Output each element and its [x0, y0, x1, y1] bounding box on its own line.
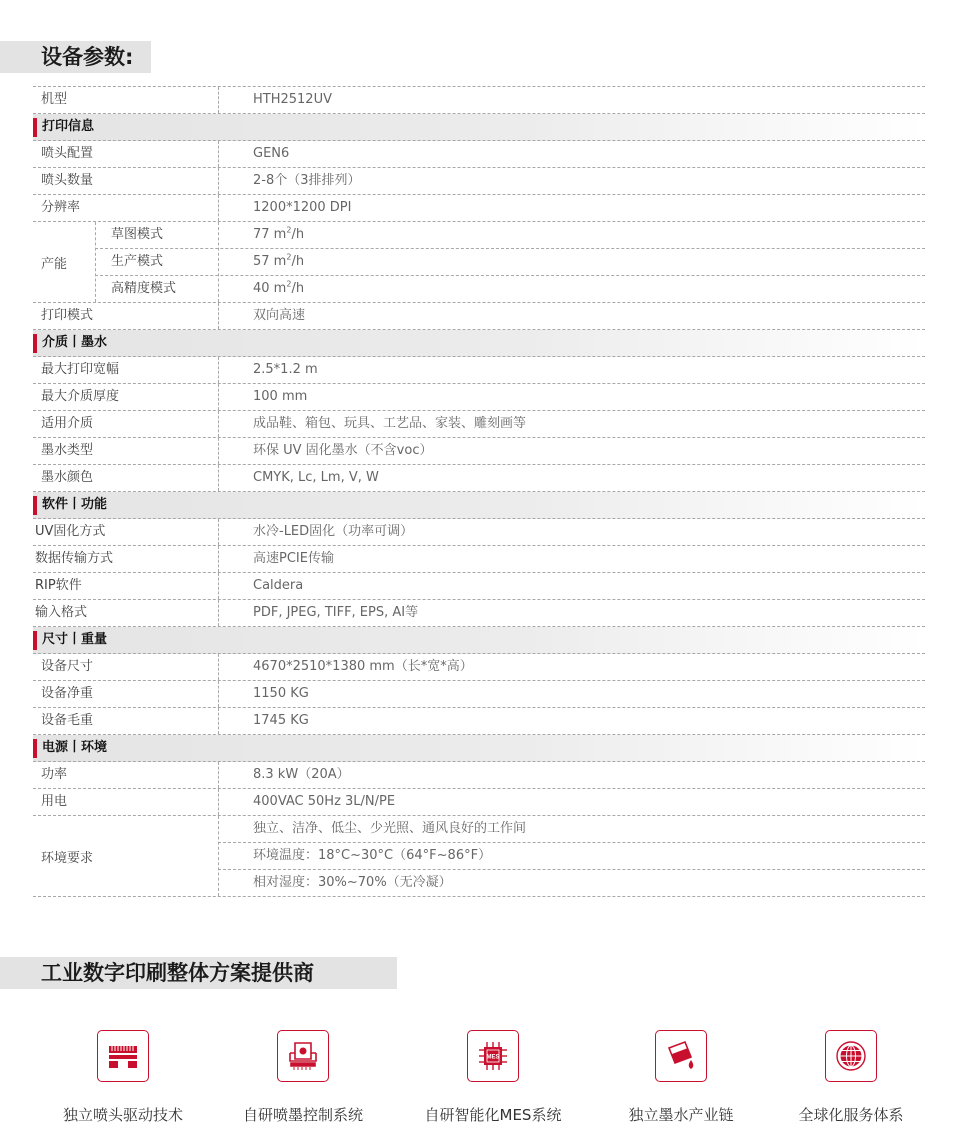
spec-row: RIP软件 Caldera	[33, 573, 925, 600]
category-size-weight: 尺寸丨重量	[33, 627, 925, 654]
spec-row: 设备净重 1150 KG	[33, 681, 925, 708]
ink-bucket-icon	[655, 1030, 707, 1082]
spec-value: HTH2512UV	[253, 92, 332, 107]
feature-printhead: 独立喷头驱动技术	[43, 1030, 203, 1125]
feature-ink-chain: 独立墨水产业链	[601, 1030, 761, 1125]
section-title-specs: 设备参数:	[0, 41, 151, 73]
feature-global-service: 全球化服务体系	[771, 1030, 931, 1125]
spec-group-capacity: 产能 草图模式 77 $m^2/h$ 生产模式 57 $m^2/h$ 高精度模式 40 $m^2/h$	[33, 222, 925, 303]
env-requirement: 独立、洁净、低尘、少光照、通风良好的工作间	[218, 816, 925, 843]
spec-group-environment: 环境要求 独立、洁净、低尘、少光照、通风良好的工作间 环境温度：18°C~30°C（64°F~86°F） 相对湿度：30%~70%（无冷凝）	[33, 816, 925, 897]
capacity-mode-high-precision: 高精度模式 40 $m^2/h$	[111, 279, 305, 296]
feature-mes: MES 自研智能化MES系统	[413, 1030, 573, 1125]
env-requirement: 环境温度：18°C~30°C（64°F~86°F）	[218, 843, 925, 870]
capacity-mode-production: 生产模式 57 $m^2/h$	[95, 249, 925, 276]
spec-row: 墨水颜色 CMYK, Lc, Lm, V, W	[33, 465, 925, 492]
category-software: 软件丨功能	[33, 492, 925, 519]
ink-control-icon	[277, 1030, 329, 1082]
spec-row-head-count: 喷头数量 2-8个（3排排列）	[33, 168, 925, 195]
category-print-info: 打印信息	[33, 114, 925, 141]
printhead-icon	[97, 1030, 149, 1082]
spec-row: 输入格式 PDF, JPEG, TIFF, EPS, AI等	[33, 600, 925, 627]
env-requirement: 相对湿度：30%~70%（无冷凝）	[253, 875, 452, 890]
globe-icon	[825, 1030, 877, 1082]
spec-row: 数据传输方式 高速PCIE传输	[33, 546, 925, 573]
spec-row: 设备毛重 1745 KG	[33, 708, 925, 735]
spec-key: 机型	[41, 92, 68, 107]
category-media-ink: 介质丨墨水	[33, 330, 925, 357]
spec-row-resolution: 分辨率 1200*1200 DPI	[33, 195, 925, 222]
spec-row-print-mode: 打印模式 双向高速	[33, 303, 925, 330]
feature-ink-control: 自研喷墨控制系统	[223, 1030, 383, 1125]
category-power-env: 电源丨环境	[33, 735, 925, 762]
spec-row: 设备尺寸 4670*2510*1380 mm（长*宽*高）	[33, 654, 925, 681]
spec-row-model	[33, 87, 925, 114]
spec-row: 功率 8.3 kW（20A）	[33, 762, 925, 789]
spec-table	[33, 86, 925, 897]
spec-row: UV固化方式 水冷-LED固化（功率可调）	[33, 519, 925, 546]
mes-chip-icon	[467, 1030, 519, 1082]
spec-row: 最大打印宽幅 2.5*1.2 m	[33, 357, 925, 384]
section-title-provider: 工业数字印刷整体方案提供商	[0, 957, 397, 989]
mes-text: MES	[486, 1054, 500, 1061]
spec-row: 适用介质 成品鞋、箱包、玩具、工艺品、家装、雕刻画等	[33, 411, 925, 438]
capacity-mode-draft: 草图模式 77 $m^2/h$	[95, 222, 925, 249]
spec-row: 用电 400VAC 50Hz 3L/N/PE	[33, 789, 925, 816]
spec-row: 墨水类型 环保 UV 固化墨水（不含voc）	[33, 438, 925, 465]
spec-row: 最大介质厚度 100 mm	[33, 384, 925, 411]
spec-row-head-config: 喷头配置 GEN6	[33, 141, 925, 168]
